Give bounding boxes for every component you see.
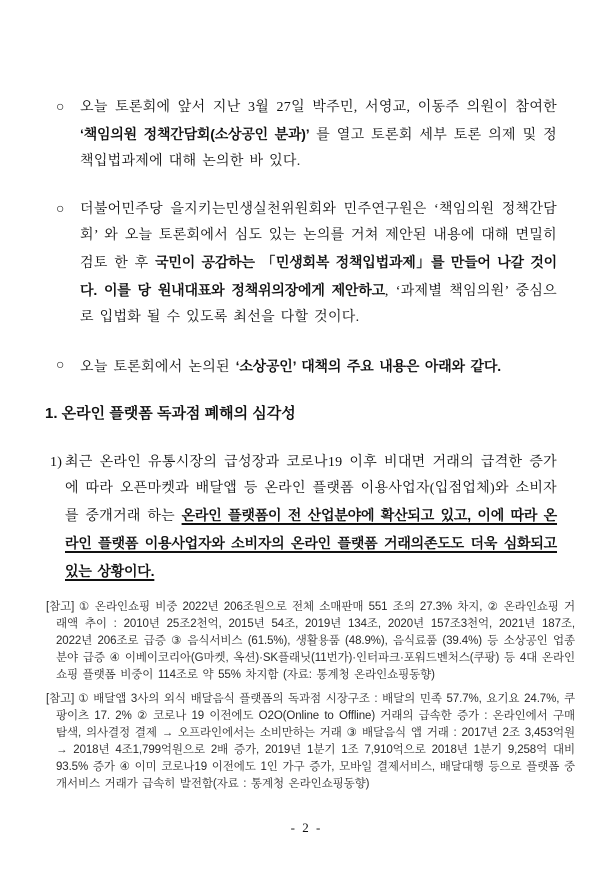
reference-note-2	[46, 691, 575, 793]
bullet-paragraph-1	[56, 95, 557, 175]
paragraph-text: 를 열고 토론회 세부 토론 의제 및 정책입법과제에 대해 논의한 바 있다.	[80, 128, 558, 169]
paragraph-text: 최근 온라인 유통시장의 급성장과 코로나19 이후 비대면 거래의 급격한 증가에 따라 오픈마켓과 배달앱 등 온라인 플랫폼 이용사업자(입점업체)와 소비자를 중개거래 하는	[65, 455, 557, 524]
paragraph-text-bold: 국민이 공감하는 「민생회복 정책입법과제」를 만들어 나갈 것이다. 이를 당 원내대표와 정책위의장에게 제안하고	[80, 254, 557, 298]
paragraph-text-bold: ‘책임의원 정책간담회(소상공인 분과)’	[80, 126, 310, 142]
paragraph-text-bold: ‘소상공인’ 대책의 주요 내용은 아래와 같다.	[235, 358, 501, 374]
note-label: [참고]	[46, 601, 75, 613]
paragraph-text: 오늘 토론회에 앞서 지난 3월 27일 박주민, 서영교, 이동주 의원이 참여한	[80, 100, 557, 115]
section-heading-1: 1. 온라인 플랫폼 독과점 폐해의 심각성	[45, 405, 296, 422]
page-number: - 2 -	[290, 820, 323, 835]
bullet-marker: ○	[56, 358, 65, 373]
bullet-marker: ○	[56, 100, 65, 115]
paragraph-text: 더불어민주당 을지키는민생실천위원회와 민주연구원은 ‘책임의원 정책간담회’ 와 오늘 토론회에서 심도 있는 논의를 거쳐 제안된 내용에 대해 면밀히 검토 한 후	[80, 202, 557, 271]
numbered-paragraph-1	[50, 450, 557, 586]
paragraph-text-bold-underline: 온라인 플랫폼이 전 산업분야에 확산되고 있고, 이에 따라 온라인 플랫폼 이용사업자와 소비자의 온라인 플랫폼 거래의존도도 더욱 심화되고 있는 상황이다.	[65, 507, 558, 579]
note-label: [참고]	[46, 693, 75, 705]
number-marker: 1)	[50, 455, 63, 470]
note-text: ① 온라인쇼핑 비중 2022년 206조원으로 전체 소매판매 551 조의 27.3% 차지, ② 온라인쇼핑 거래액 추이 : 2010년 25조2천억, 2015년 54조, 2019년 134조, 2020년 157조3천억, 2021년 187조, 2022년 206조로 급증 ③ 음식서비스 (61.5%), 생활용품 (48.9%), 음식료품 (39.4%) 등 소상공인 업종분야 급증 ④ 이베이코리아(G마켓, 옥션)·SK플래닛(11번가)·인터파크·포워드벤처스(쿠팡) 등 4대 온라인쇼핑 플랫폼 비중이 114조로 약 55% 차지함 (자료: 통계청 온라인쇼핑동향)	[56, 601, 575, 681]
paragraph-text: 오늘 토론회에서 논의된	[80, 360, 236, 375]
bullet-marker: ○	[56, 202, 65, 217]
reference-note-1	[46, 599, 575, 684]
bullet-paragraph-2	[56, 197, 557, 331]
paragraph-text: , ‘과제별 책임의원’ 중심으로 입법화 될 수 있도록 최선을 다할 것이다.	[80, 284, 557, 325]
note-text: ① 배달앱 3사의 외식 배달음식 플랫폼의 독과점 시장구조 : 배달의 민족 57.7%, 요기요 24.7%, 쿠팡이츠 17. 2% ② 코로나 19 이전에도 O2O(Online to Offline) 거래의 급속한 증가 : 온라인에서 구매 탐색, 의사결정 결제 → 오프라인에서는 소비만하는 거래 ③ 배달음식 앱 거래 : 2017년 2조 3,453억원 → 2018년 4조1,799억원으로 2배 증가, 2019년 1분기 1조 7,910억으로 2018년 1분기 9,258억 대비 93.5% 증가 ④ 이미 코로나19 이전에도 1인 가구 증가, 모바일 결제서비스, 배달대행 등으로 플랫폼 중개서비스 거래가 급속히 발전함(자료 : 통계청 온라인쇼핑동향)	[56, 693, 575, 790]
bullet-paragraph-3	[56, 353, 557, 381]
